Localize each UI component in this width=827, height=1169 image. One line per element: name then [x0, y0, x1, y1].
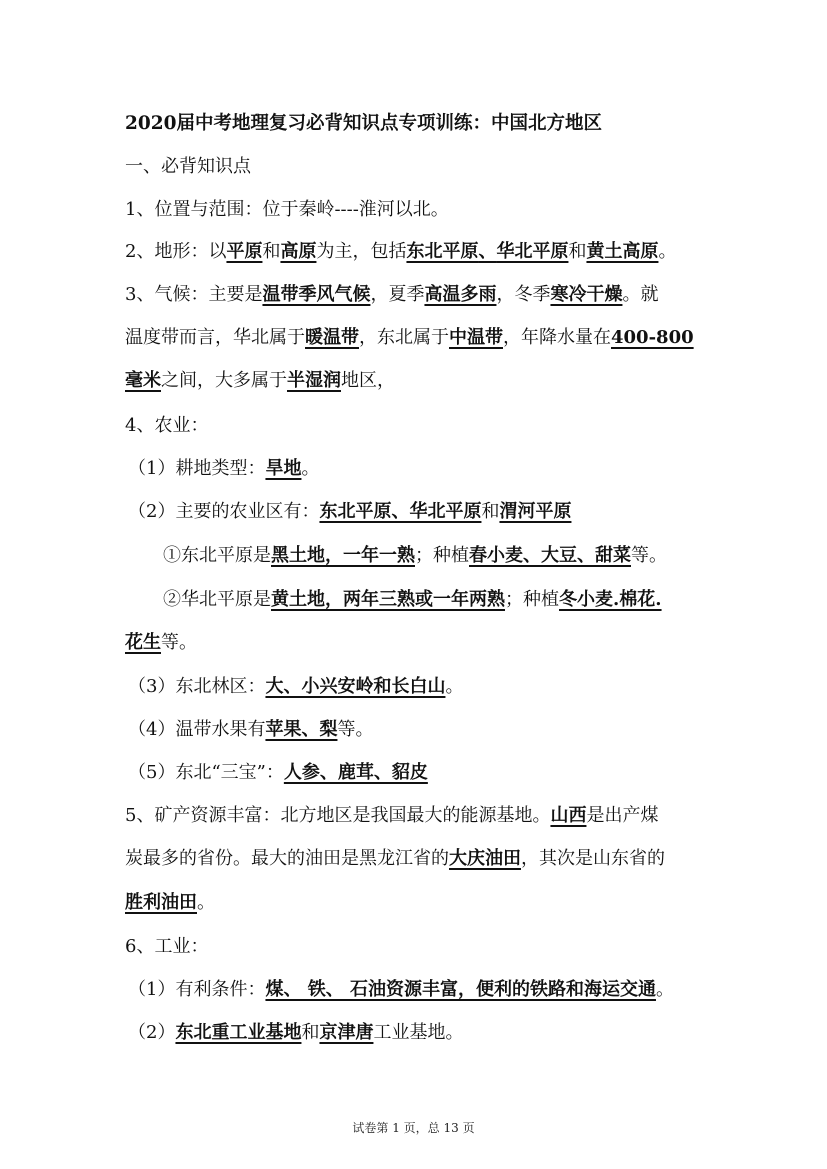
text: 为主，包括: [316, 241, 407, 262]
text: ，年降水量在: [503, 327, 611, 348]
text: 之间，大多属于: [161, 370, 287, 391]
key-term: 华北平原: [496, 241, 569, 262]
key-term: 毫米: [125, 370, 161, 391]
sub-item-fruit: [128, 718, 718, 742]
key-term: 煤、 铁、 石油资源丰富，便利的铁路和海运交通: [265, 979, 656, 1000]
text: ②华北平原是: [163, 589, 271, 610]
key-term: 暖温带: [305, 327, 359, 348]
text: 。: [658, 241, 677, 262]
text: 。: [655, 979, 674, 1000]
key-term: 高原: [280, 241, 317, 262]
key-term: 黑土地: [271, 545, 325, 566]
item-agriculture: 4、农业：: [125, 415, 209, 436]
key-term: 京津唐: [319, 1022, 374, 1043]
key-term: 、: [478, 241, 497, 262]
text: ，冬季: [496, 284, 551, 305]
text: （3）东北林区：: [128, 676, 266, 697]
item-climate-line3: [125, 369, 715, 393]
text: ，夏季: [370, 284, 425, 305]
sub-item-industrial-bases: [128, 1021, 718, 1045]
text: 等。: [631, 545, 667, 566]
sub-item-conditions: [128, 978, 718, 1002]
key-term: 中温带: [449, 327, 503, 348]
text: 3、气候：主要是: [125, 284, 263, 305]
text: 。就: [622, 284, 659, 305]
text: 2、地形：以: [125, 241, 227, 262]
sub-item-three-treasures: [128, 761, 718, 785]
key-term: ，: [325, 589, 343, 610]
text: 工业基地。: [373, 1022, 464, 1043]
key-term: 一年一熟: [343, 545, 415, 566]
text: （1）耕地类型：: [128, 458, 266, 479]
text: 和: [481, 501, 500, 522]
text: ，其次是山东省的: [521, 848, 665, 869]
sub-item-northeast-plain: [163, 544, 753, 568]
text: （2）主要的农业区有：: [128, 501, 320, 522]
key-term: 冬小麦.棉花.: [559, 589, 662, 610]
item-climate-line2: [125, 326, 715, 350]
text: （4）温带水果有: [128, 719, 266, 740]
key-term: 黄土高原: [586, 241, 659, 262]
text: （5）东北“三宝”：: [128, 762, 284, 783]
text: 。: [197, 892, 215, 913]
key-term: 东北平原、华北平原: [319, 501, 482, 522]
text: 温度带而言，华北属于: [125, 327, 305, 348]
key-term: 大庆油田: [449, 848, 521, 869]
sub-item-forest: [128, 675, 718, 699]
key-term: 花生: [125, 632, 161, 653]
page-footer: 试卷第 1 页，总 13 页: [352, 1121, 475, 1135]
key-term: 黄土地: [271, 589, 325, 610]
key-term: 春小麦、大豆、甜菜: [469, 545, 631, 566]
text: 炭最多的省份。最大的油田是黑龙江省的: [125, 848, 449, 869]
text: ；种植: [505, 589, 559, 610]
text: 5、矿产资源丰富：北方地区是我国最大的能源基地。: [125, 805, 551, 826]
text: 。: [445, 676, 464, 697]
key-term: 旱地: [265, 458, 302, 479]
key-term: 两年三熟或一年两熟: [343, 589, 505, 610]
key-term: 山西: [550, 805, 587, 826]
item-minerals-line2: [125, 847, 715, 871]
text: （1）有利条件：: [128, 979, 266, 1000]
key-term: 平原: [226, 241, 263, 262]
text: 和: [301, 1022, 320, 1043]
key-term: 渭河平原: [499, 501, 572, 522]
key-term: 半湿润: [287, 370, 341, 391]
key-term: 温带季风气候: [262, 284, 371, 305]
sub-item-north-china-plain: [163, 588, 753, 612]
key-term: 胜利油田: [125, 892, 197, 913]
key-term: ，: [325, 545, 343, 566]
text: 和: [262, 241, 281, 262]
item-terrain: [125, 240, 715, 264]
sub-item-farmland: [128, 457, 718, 481]
key-term: 大、小兴安岭和长白山: [265, 676, 446, 697]
item-industry: 6、工业：: [125, 936, 209, 957]
text: （2）: [128, 1022, 176, 1043]
item-minerals-line1: [125, 804, 715, 828]
key-term: 高温多雨: [424, 284, 497, 305]
text: 是出产煤: [586, 805, 659, 826]
section-heading: 一、必背知识点: [125, 156, 251, 177]
text: ①东北平原是: [163, 545, 271, 566]
text: ，东北属于: [359, 327, 449, 348]
text: 等。: [337, 719, 374, 740]
key-term: 苹果、梨: [265, 719, 338, 740]
text: 地区，: [341, 370, 395, 391]
key-term: 寒冷干燥: [550, 284, 623, 305]
item-climate-line1: [125, 283, 715, 307]
text: ；种植: [415, 545, 469, 566]
text: 等。: [161, 632, 197, 653]
key-term: 东北平原: [406, 241, 479, 262]
key-term: 400-800: [611, 327, 694, 348]
document-title: 2020届中考地理复习必背知识点专项训练：中国北方地区: [125, 113, 602, 134]
key-term: 人参、鹿茸、貂皮: [283, 762, 428, 783]
item-minerals-line3: [125, 891, 715, 915]
key-term: 东北重工业基地: [175, 1022, 302, 1043]
text: 和: [568, 241, 587, 262]
sub-item-north-china-plain-cont: [125, 631, 715, 655]
item-location: 1、位置与范围：位于秦岭----淮河以北。: [125, 199, 449, 220]
text: 。: [301, 458, 320, 479]
sub-item-agri-regions: [128, 500, 718, 524]
